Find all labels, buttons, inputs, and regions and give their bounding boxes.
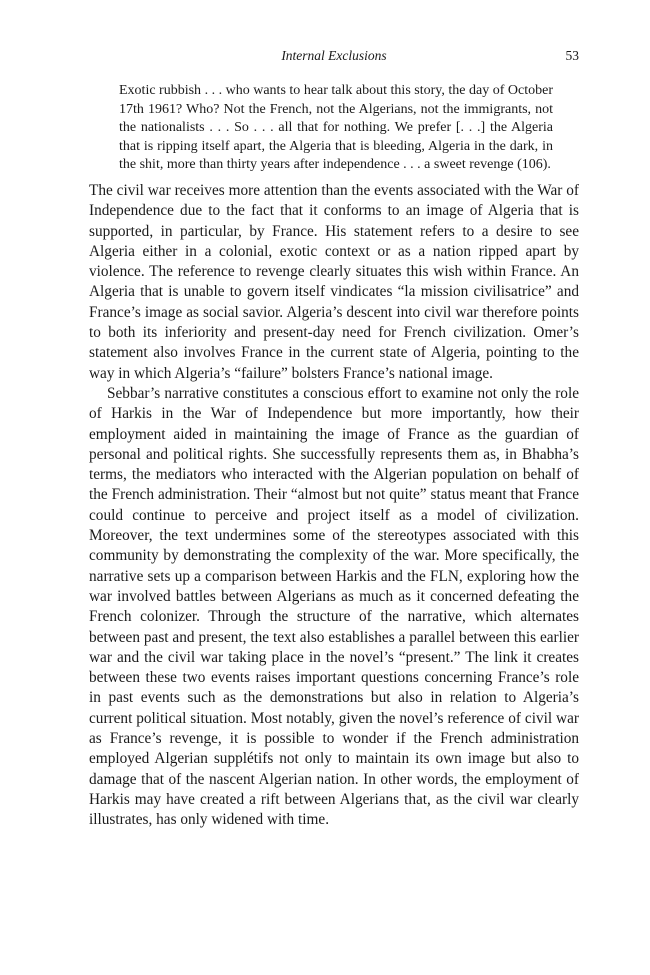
page-number: 53: [565, 48, 579, 63]
book-page: [89, 48, 579, 830]
running-title: Internal Exclusions: [281, 48, 387, 63]
paragraph-1: The civil war receives more attention than the events associated with the War of Independence due to the fact that it conforms to an image of Algeria that is supported, in particular, by France. His statement refers to a desire to see Algeria either in a colonial, exotic context or as a nation ripped apart by violence. The reference to revenge clearly situates this wish within France. An Algeria that is unable to govern itself vindicates “la mission civilisatrice” and France’s image as social savior. Algeria’s descent into civil war therefore points to both its inferiority and present-day need for French civilization. Omer’s statement also involves France in the current state of Algeria, pointing to the way in which Algeria’s “failure” bolsters France’s national image.: [89, 181, 579, 382]
block-quote: Exotic rubbish . . . who wants to hear talk about this story, the day of October 17th 1961? Who? Not the French, not the Algerians, not the immigrants, not the nationalists . . . So . . . all that for nothing. We prefer [. . .] the Algeria that is ripping itself apart, the Algeria that is bleeding, Algeria in the dark, in the shit, more than thirty years after independence . . . a sweet revenge (106).: [119, 83, 553, 173]
paragraph-2: Sebbar’s narrative constitutes a conscious effort to examine not only the role of Harkis in the War of Independence but more importantly, how their employment aided in maintaining the image of France as the guardian of personal and political rights. She successfully represents them as, in Bhabha’s terms, the mediators who interacted with the Algerian population on behalf of the French administration. Their “almost but not quite” status meant that France could continue to perceive and project itself as a model of civilization. Moreover, the text undermines some of the stereotypes associated with this community by demonstrating the complexity of the war. More specifically, the narrative sets up a comparison between Harkis and the FLN, exploring how the war involved battles between Algerians as much as it concerned defeating the French colonizer. Through the structure of the narrative, which alternates between past and present, the text also establishes a parallel between this earlier war and the civil war taking place in the novel’s “present.” The link it creates between these two events raises important questions concerning France’s role in past events such as the demonstrations but also in relation to Algeria’s current political situation. Most notably, given the novel’s reference of civil war as France’s revenge, it is possible to wonder if the French administration employed Algerian supplétifs not only to maintain its own image but also to damage that of the nascent Algerian nation. In other words, the employment of Harkis may have created a rift between Algerians that, as the civil war clearly illustrates, has only widened with time.: [89, 384, 579, 829]
body-text: [89, 181, 579, 831]
running-head: [89, 48, 579, 70]
